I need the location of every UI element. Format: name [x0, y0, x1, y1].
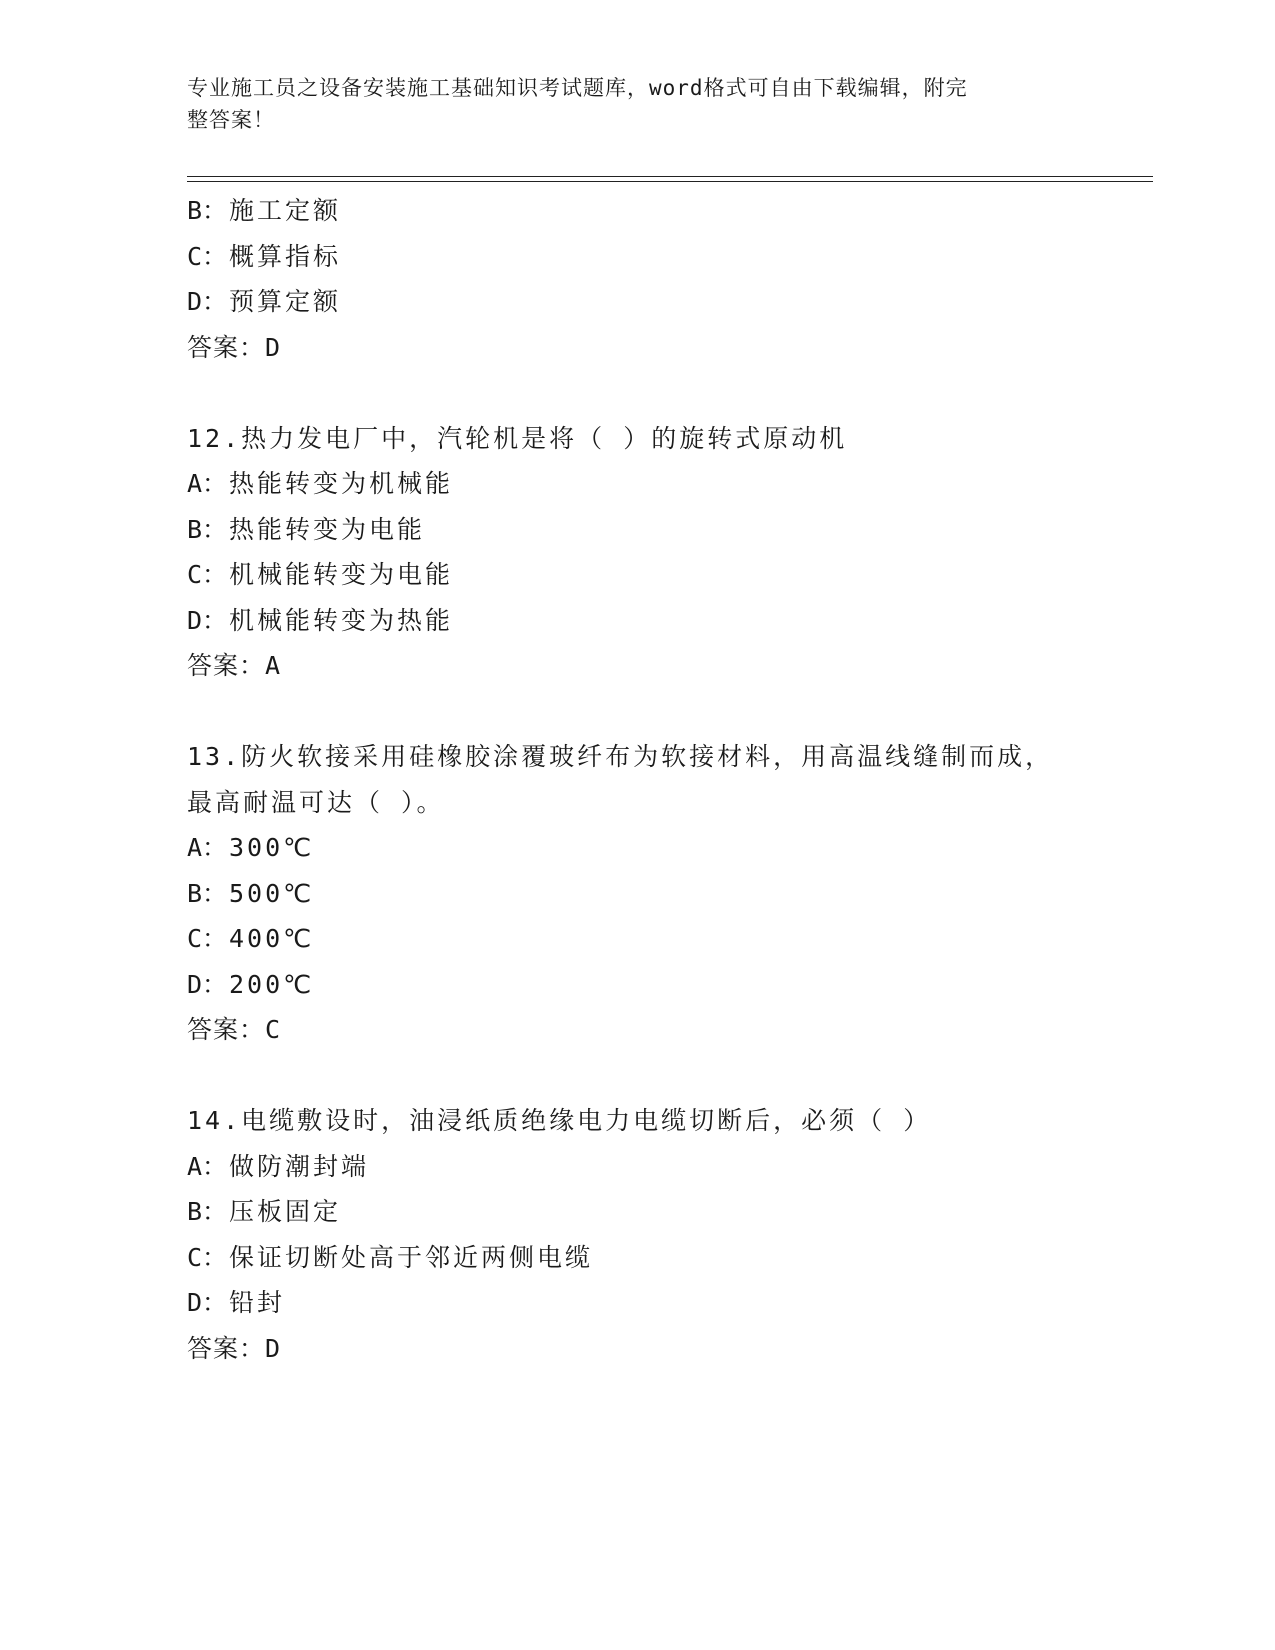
option-letter: C： [187, 1242, 228, 1272]
option-a [187, 825, 1087, 871]
option-letter: D： [187, 969, 228, 999]
option-c [187, 552, 1087, 598]
option-letter: B： [187, 514, 228, 544]
option-text: 500℃ [229, 878, 315, 908]
option-letter: B： [187, 1197, 228, 1226]
question-stem: 12.热力发电厂中，汽轮机是将（ ）的旋转式原动机 [187, 423, 848, 453]
option-text: 压板固定 [229, 1197, 342, 1226]
header-line-1: 专业施工员之设备安装施工基础知识考试题库，word格式可自由下载编辑，附完 [187, 76, 968, 100]
question-list [187, 188, 1087, 1372]
header-divider-top [187, 176, 1153, 177]
answer-line: 答案：D [187, 1333, 282, 1363]
option-d [187, 598, 1087, 644]
option-b [187, 871, 1087, 917]
option-letter: A： [187, 833, 228, 862]
answer-line: 答案：C [187, 1015, 282, 1044]
option-b [187, 507, 1087, 553]
option-d [187, 279, 1087, 325]
option-letter: A： [187, 1151, 228, 1181]
option-letter: C： [187, 241, 228, 271]
option-c [187, 234, 1087, 280]
option-a [187, 461, 1087, 507]
option-text: 做防潮封端 [229, 1151, 370, 1181]
question-block [187, 188, 1087, 371]
answer-line: 答案：A [187, 651, 282, 680]
option-letter: D： [187, 605, 228, 635]
option-d [187, 1280, 1087, 1326]
spacer [187, 1053, 1087, 1098]
question-block [187, 416, 1087, 690]
question-block [187, 734, 1087, 1053]
option-text: 300℃ [229, 833, 315, 862]
option-c [187, 916, 1087, 962]
option-letter: D： [187, 287, 228, 316]
question-stem: 13.防火软接采用硅橡胶涂覆玻纤布为软接材料，用高温线缝制而成， [187, 742, 1054, 771]
option-text: 400℃ [229, 924, 315, 953]
option-text: 施工定额 [229, 196, 342, 225]
option-text: 概算指标 [229, 241, 342, 271]
document-header [187, 72, 1067, 136]
option-a [187, 1144, 1087, 1190]
answer-line: 答案：D [187, 332, 282, 362]
header-line-2: 整答案！ [187, 108, 275, 132]
option-letter: B： [187, 878, 228, 908]
option-letter: C： [187, 560, 228, 589]
option-text: 热能转变为机械能 [229, 469, 454, 498]
option-d [187, 962, 1087, 1008]
question-stem-continued: 最高耐温可达（ ）。 [187, 787, 445, 817]
option-b [187, 188, 1087, 234]
spacer [187, 371, 1087, 416]
option-text: 预算定额 [229, 287, 342, 316]
option-text: 铅封 [229, 1288, 286, 1317]
spacer [187, 689, 1087, 734]
option-letter: B： [187, 196, 228, 225]
option-text: 机械能转变为电能 [229, 560, 454, 589]
option-letter: D： [187, 1288, 228, 1317]
option-c [187, 1235, 1087, 1281]
option-b [187, 1189, 1087, 1235]
option-text: 热能转变为电能 [229, 514, 426, 544]
option-text: 200℃ [229, 969, 315, 999]
header-divider-bottom [187, 181, 1153, 182]
option-text: 保证切断处高于邻近两侧电缆 [229, 1242, 594, 1272]
option-letter: C： [187, 924, 228, 953]
option-letter: A： [187, 469, 228, 498]
question-stem: 14.电缆敷设时，油浸纸质绝缘电力电缆切断后，必须（ ） [187, 1106, 932, 1135]
question-block [187, 1098, 1087, 1372]
option-text: 机械能转变为热能 [229, 605, 454, 635]
